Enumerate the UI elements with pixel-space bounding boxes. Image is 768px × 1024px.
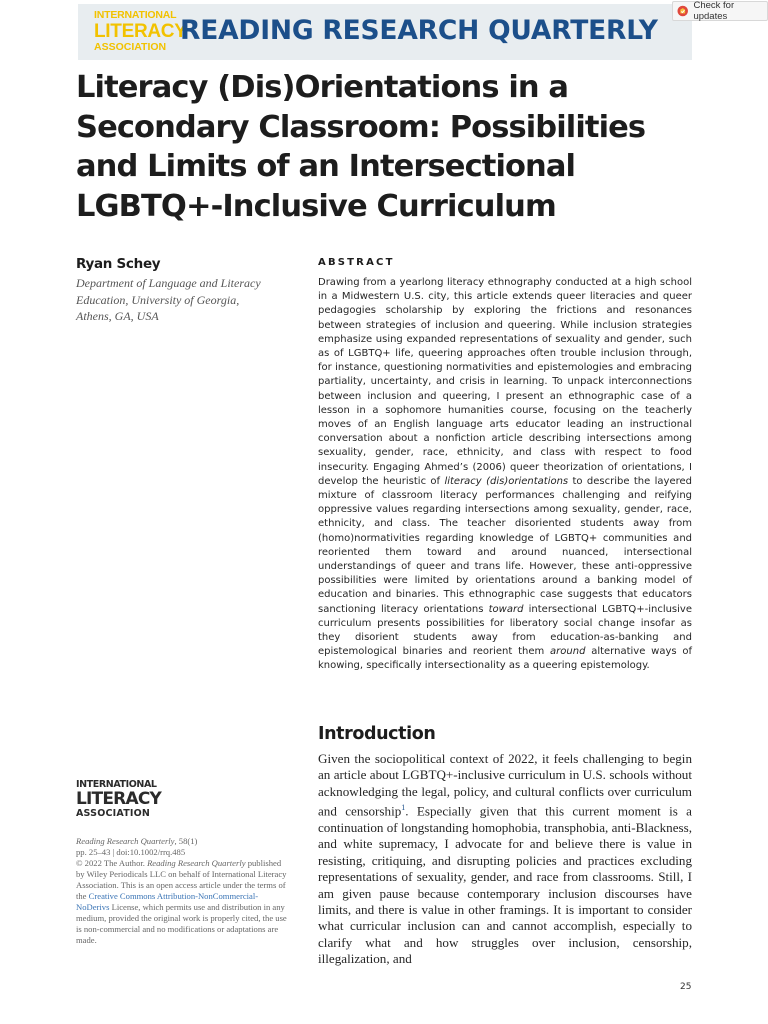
footer-logo-line-2: LITERACY — [76, 788, 161, 809]
abstract-text — [318, 276, 692, 674]
intro-part-1: Given the sociopolitical context of 2022, it feels challenging to begin an article about LGBTQ+-inclusive curriculum in U.S. schools without acknowledging the legal, policy, and cultural conflicts over curriculum and censorship — [318, 751, 692, 819]
check-updates-label: Check for updates — [693, 0, 735, 22]
footnote-link[interactable]: 1 — [401, 803, 406, 813]
page-number: 25 — [680, 982, 692, 992]
abstract-heading: ABSTRACT — [318, 257, 395, 268]
affiliation-line-1: Department of Language and Literacy — [76, 276, 261, 290]
citation-journal: Reading Research Quarterly — [76, 836, 175, 846]
title-line-3: and Limits of an Intersectional — [76, 149, 576, 184]
citation-volume: , 58(1) — [174, 836, 198, 846]
license-link[interactable]: Creative Commons Attribution-NonCommercial-NoDerivs — [76, 891, 259, 912]
intro-part-2: . Especially given that this current moment is a continuation of longstanding homophobia, transphobia, anti-Blackness, and white supremacy, I advocate for and believe there is value in resisting, critiquing, and disrupting policies and practices excluding representations of sexuality, gender, and race from classrooms. Still, I am given pause because contemporary inclusion discourses have limits, and there is value in other framings. It is important to consider what curricular inclusion can and cannot accomplish, especially to clarify what and how struggles over inclusion, censorship, illegalization, and — [318, 803, 692, 967]
author-affiliation — [76, 275, 286, 325]
abstract-emphasis-3: around — [550, 646, 586, 658]
abstract-part-3: intersectional LGBTQ+-inclusive curriculum presents possibilities for liberatory social change insofar as they disorient students away from education-as-banking and epistemological binaries and reorient them — [318, 603, 692, 658]
citation-block — [76, 836, 290, 946]
title-line-2: Secondary Classroom: Possibilities — [76, 109, 646, 145]
copyright-post: published by Wiley Periodicals LLC on behalf of International Literacy Association. This is an open access article under the terms of the — [76, 858, 287, 901]
affiliation-line-3: Athens, GA, USA — [76, 309, 159, 323]
footer-logo-line-3: ASSOCIATION — [76, 807, 151, 819]
introduction-heading: Introduction — [318, 724, 436, 744]
citation-pages-doi: pp. 25–43 | doi:10.1002/rrq.485 — [76, 847, 186, 857]
title-line-4: LGBTQ+-Inclusive Curriculum — [76, 188, 556, 224]
footer-logo-line-1: INTERNATIONAL — [76, 779, 157, 790]
affiliation-line-2: Education, University of Georgia, — [76, 292, 240, 307]
abstract-part-2: to describe the layered mixture of classroom literacy performances challenging and reifying oppressive values regarding intersections among sexuality, gender, race, ethnicity, and class. The teacher disoriented students away from (homo)normativities regarding knowledge of LGBTQ+ communities and reoriented them toward and around nuanced, intersectional understandings of queer and trans life. However, these anti-oppressive possibilities were limited by orientations around a banking model of education and binaries. This ethnographic case suggests that educators sanctioning literacy orientations — [318, 475, 692, 615]
ila-logo — [94, 9, 187, 53]
abstract-part-4: alternative ways of knowing, specifically intersectionality as a queering epistemology. — [318, 646, 692, 672]
abstract-emphasis-2: toward — [488, 603, 524, 615]
ila-footer-logo — [76, 780, 161, 818]
logo-line-2: LITERACY — [94, 20, 187, 42]
copyright-pre: © 2022 The Author. — [76, 858, 148, 868]
journal-title: READING RESEARCH QUARTERLY — [180, 15, 658, 46]
article-title — [76, 68, 696, 226]
check-for-updates-button[interactable] — [672, 1, 768, 21]
introduction-text — [318, 751, 692, 968]
title-line-1: Literacy (Dis)Orientations in a — [76, 70, 569, 105]
abstract-part-1: Drawing from a yearlong literacy ethnography conducted at a high school in a Midwestern U.S. city, this article extends queer literacies and queer pedagogies scholarship by exploring the frictions and resonances between strategies of inclusion and queering. While inclusion strategies emphasize using expanded representations of sexuality and gender, such as of LGBTQ+ life, queering approaches often trouble inclusion through, for instance, questioning normativities and epistemologies and embracing partiality, uncertainty, and crisis in learning. To unpack interconnections between inclusion and queering, I present an ethnographic case of a lesson in a sophomore humanities course, focusing on the teacherly moves of an English language arts educator leading an instructional conversation about a nonfiction article describing intersections among sexuality, gender, race, ethnicity, and class with respect to food insecurity. Engaging Ahmed’s (2006) queer theorization of orientations, I develop the heuristic of — [318, 277, 692, 487]
logo-line-1: INTERNATIONAL — [94, 9, 177, 21]
journal-header-banner — [78, 4, 692, 60]
author-name: Ryan Schey — [76, 256, 161, 272]
logo-line-3: ASSOCIATION — [94, 40, 167, 53]
check-updates-icon — [677, 5, 688, 17]
abstract-emphasis-1: literacy (dis)orientations — [444, 475, 569, 487]
license-post: License, which permits use and distribution in any medium, provided the original work is properly cited, the use is non-commercial and no modifications or adaptations are made. — [76, 902, 287, 945]
copyright-journal: Reading Research Quarterly — [147, 858, 246, 868]
